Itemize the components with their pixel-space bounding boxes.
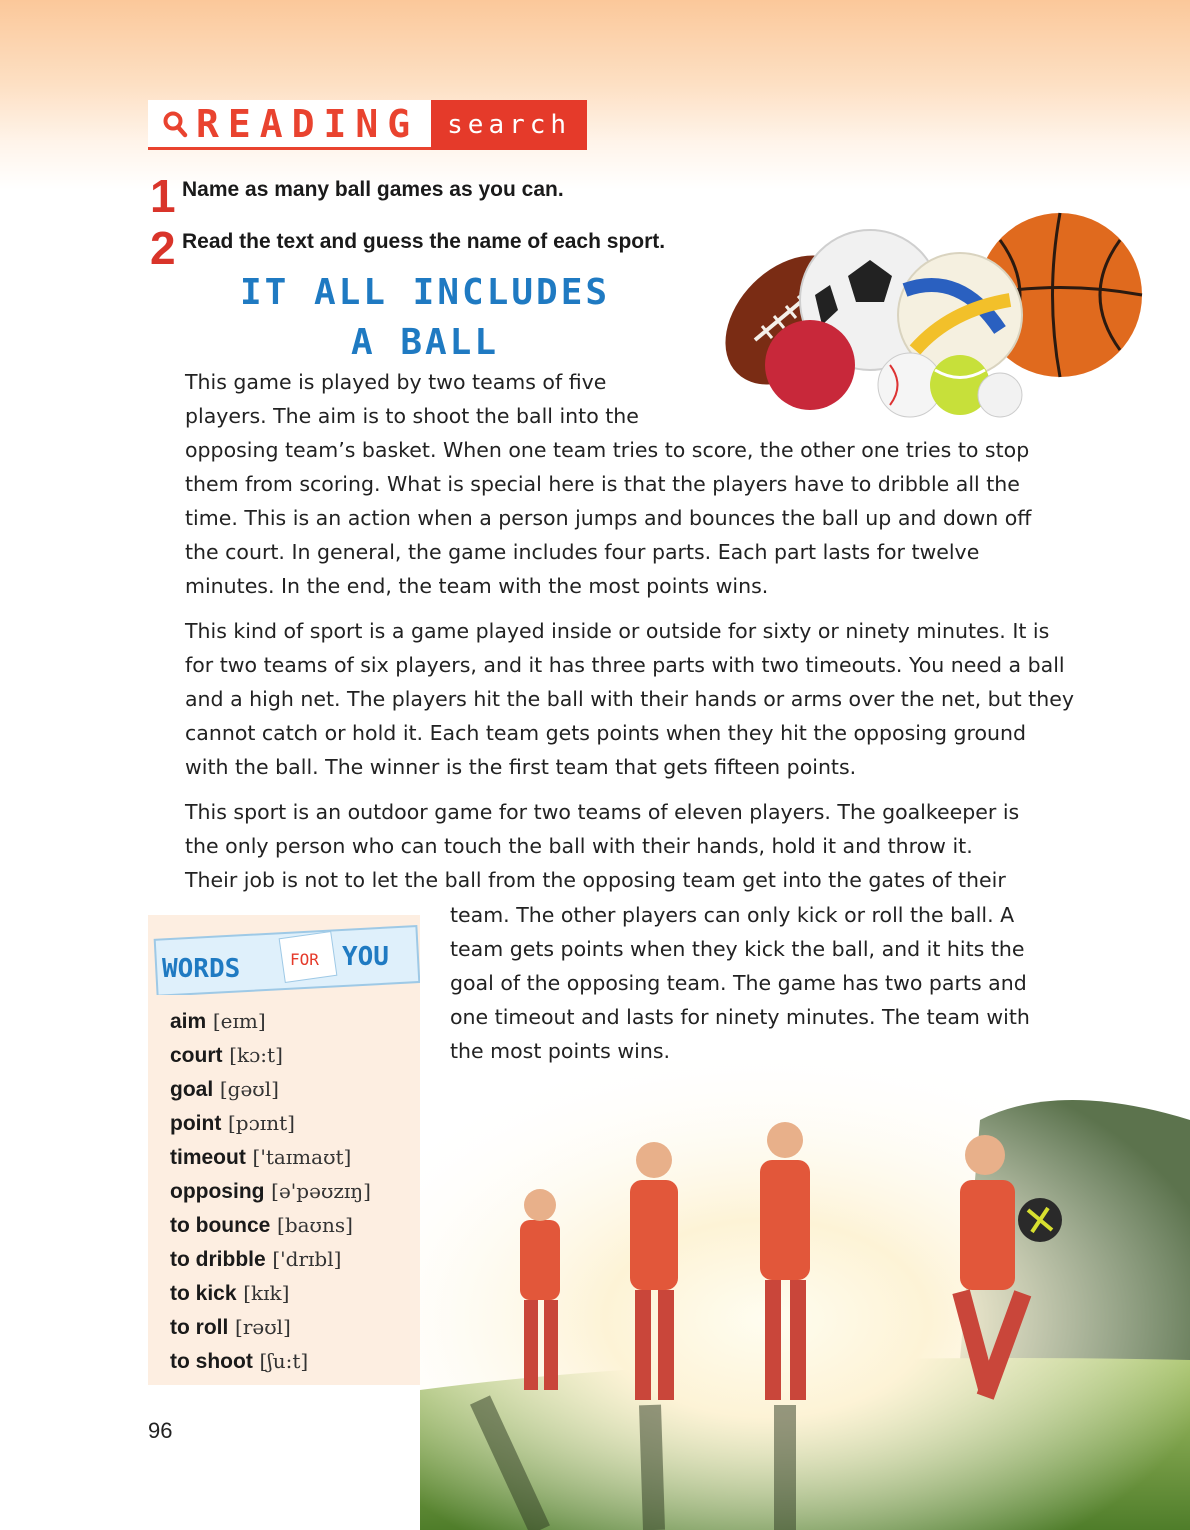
paragraph-line: the only person who can touch the ball with their hands, hold it and throw it.: [185, 834, 973, 858]
soccer-players-photo: [420, 1060, 1190, 1530]
vocab-term: to dribble: [170, 1248, 266, 1271]
banner-you-text: YOU: [342, 942, 389, 972]
paragraph-line: This game is played by two teams of five: [185, 370, 607, 394]
paragraph-line: for two teams of six players, and it has three parts with two timeouts. You need a ball: [185, 653, 1065, 677]
paragraph-line: cannot catch or hold it. Each team gets points when they hit the opposing ground: [185, 721, 1027, 745]
vocab-term: opposing: [170, 1180, 265, 1203]
paragraph-2: [185, 614, 1074, 784]
paragraph-line: Their job is not to let the ball from the opposing team get into the gates of their: [185, 868, 1006, 892]
paragraph-line: minutes. In the end, the team with the most points wins.: [185, 574, 769, 598]
paragraph-line: with the ball. The winner is the first team that gets fifteen points.: [185, 755, 857, 779]
vocab-item: [170, 1242, 371, 1276]
task-number: 1: [150, 170, 176, 222]
vocab-item: [170, 1140, 371, 1174]
reading-label: [148, 100, 431, 150]
task-1: [150, 170, 564, 222]
paragraph-line: goal of the opposing team. The game has two parts and: [450, 971, 1027, 995]
paragraph-line: them from scoring. What is special here is that the players have to dribble all the: [185, 472, 1020, 496]
paragraph-3: [185, 795, 1019, 897]
vocabulary-list: [170, 1004, 371, 1378]
paragraph-line: This sport is an outdoor game for two teams of eleven players. The goalkeeper is: [185, 800, 1020, 824]
vocab-transcription: [rəʊl]: [235, 1315, 291, 1339]
vocab-item: [170, 1174, 371, 1208]
vocab-item: [170, 1208, 371, 1242]
vocab-item: [170, 1344, 371, 1378]
task-2: [150, 222, 666, 274]
paragraph-line: players. The aim is to shoot the ball into the: [185, 404, 639, 428]
vocab-term: timeout: [170, 1146, 246, 1169]
vocab-term: point: [170, 1112, 222, 1135]
vocab-transcription: [pɔɪnt]: [228, 1111, 295, 1135]
banner-for-text: FOR: [290, 950, 319, 969]
paragraph-line: team. The other players can only kick or roll the ball. A: [450, 903, 1015, 927]
vocab-term: goal: [170, 1078, 214, 1101]
reading-title: READING: [196, 101, 420, 146]
vocab-transcription: [kɔ:t]: [229, 1043, 283, 1067]
magnifier-icon: [162, 110, 188, 138]
paragraph-line: opposing team’s basket. When one team tries to score, the other one tries to stop: [185, 438, 1030, 462]
paragraph-line: the court. In general, the game includes four parts. Each part lasts for twelve: [185, 540, 980, 564]
words-for-you-banner: [150, 925, 420, 995]
vocab-term: to bounce: [170, 1214, 271, 1237]
top-gradient: [0, 0, 1190, 190]
vocab-term: to roll: [170, 1316, 229, 1339]
page-number: 96: [148, 1418, 173, 1443]
vocab-item: [170, 1004, 371, 1038]
paragraph-1: [185, 365, 1031, 603]
vocab-item: [170, 1310, 371, 1344]
vocab-item: [170, 1072, 371, 1106]
paragraph-line: This kind of sport is a game played inside or outside for sixty or ninety minutes. It is: [185, 619, 1050, 643]
paragraph-line: one timeout and lasts for ninety minutes. The team with: [450, 1005, 1030, 1029]
vocab-transcription: [gəʊl]: [219, 1077, 279, 1101]
vocab-transcription: ['drɪbl]: [272, 1247, 342, 1271]
vocab-transcription: [ə'pəʊzɪŋ]: [271, 1179, 371, 1203]
story-title-line: A BALL: [350, 322, 500, 363]
paragraph-line: the most points wins.: [450, 1039, 671, 1063]
vocab-transcription: [ʃu:t]: [259, 1349, 309, 1373]
banner-words-text: WORDS: [162, 954, 241, 984]
paragraph-line: time. This is an action when a person jumps and bounces the ball up and down off: [185, 506, 1032, 530]
vocab-transcription: [baʊns]: [277, 1213, 353, 1237]
vocab-item: [170, 1038, 371, 1072]
vocab-term: aim: [170, 1010, 207, 1033]
vocab-term: court: [170, 1044, 223, 1067]
paragraph-line: team gets points when they kick the ball, and it hits the: [450, 937, 1025, 961]
vocab-term: to shoot: [170, 1350, 253, 1373]
task-instruction: Name as many ball games as you can.: [182, 178, 564, 201]
vocab-transcription: [eɪm]: [212, 1009, 266, 1033]
search-tag: search: [431, 100, 587, 150]
vocab-transcription: ['taɪmaʊt]: [252, 1145, 352, 1169]
section-header: [148, 100, 587, 150]
paragraph-3-continued: [450, 898, 1030, 1068]
task-instruction: Read the text and guess the name of each sport.: [182, 230, 666, 253]
paragraph-line: and a high net. The players hit the ball with their hands or arms over the net, but they: [185, 687, 1074, 711]
vocab-item: [170, 1106, 371, 1140]
vocab-item: [170, 1276, 371, 1310]
vocab-transcription: [kɪk]: [243, 1281, 290, 1305]
vocab-term: to kick: [170, 1282, 237, 1305]
story-title-line: IT ALL INCLUDES: [239, 272, 611, 313]
story-title: [190, 268, 660, 368]
task-number: 2: [150, 222, 176, 274]
